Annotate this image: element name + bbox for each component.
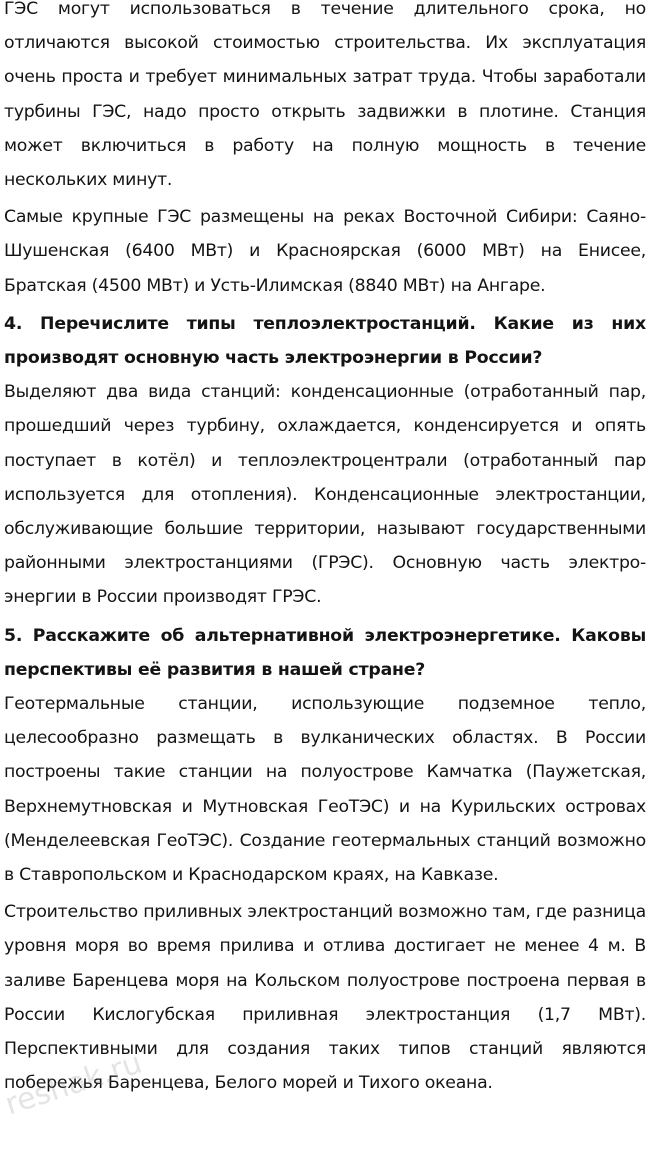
answer-4-paragraph: Выделяют два вида станций: конденсационные (отработанный пар, прошедший через турбину, охлаждается, конденсируется и опять поступает в котёл) и теплоэлектроцентрали (отработанный пар используется для отопления). Конденсационные электростанции, обслуживающие большие территории, называют государственными районными электростанциями (ГРЭС). Основную часть электро-энергии в России производят ГРЭС.: [4, 382, 646, 608]
question-5-heading: 5. Расскажите об альтернативной электроэнергетике. Каковы перспективы её развития в нашей стране?: [4, 625, 646, 680]
document-page: [4, 0, 646, 1101]
answer-5-paragraph-tidal: Строительство приливных электростанций возможно там, где разница уровня моря во время прилива и отлива достигает не менее 4 м. В заливе Баренцева моря на Кольском полуострове построена первая в России Кислогубская приливная электростанция (1,7 МВт). Перспективными для создания таких типов станций являются побережья Баренцева, Белого морей и Тихого океана.: [4, 902, 646, 1094]
question-4-heading: 4. Перечислите типы теплоэлектростанций. Какие из них производят основную часть электроэнергии в России?: [4, 313, 646, 369]
paragraph-largest-ges: Самые крупные ГЭС размещены на реках Восточной Сибири: Саяно-Шушенская (6400 МВт) и Красноярская (6000 МВт) на Енисее, Братская (4500 МВт) и Усть-Илимская (8840 МВт) на Ангаре.: [4, 207, 646, 296]
answer-5-paragraph-geothermal: Геотермальные станции, использующие подземное тепло, целесообразно размещать в вулканических областях. В России построены такие станции на полуострове Камчатка (Паужетская, Верхнемутновская и Мутновская ГеоТЭС) и на Курильских островах (Менделеевская ГеоТЭС). Создание геотермальных станций возможно в Ставропольском и Краснодарском краях, на Кавказе.: [4, 694, 646, 886]
paragraph-ges-exploitation: ГЭС могут использоваться в течение длительного срока, но отличаются высокой стоимостью строительства. Их эксплуатация очень проста и требует минимальных затрат труда. Чтобы заработали турбины ГЭС, надо просто открыть задвижки в плотине. Станция может включиться в работу на полную мощность в течение нескольких минут.: [4, 0, 646, 191]
svg-text:reshak.ru: reshak.ru: [0, 1045, 147, 1123]
